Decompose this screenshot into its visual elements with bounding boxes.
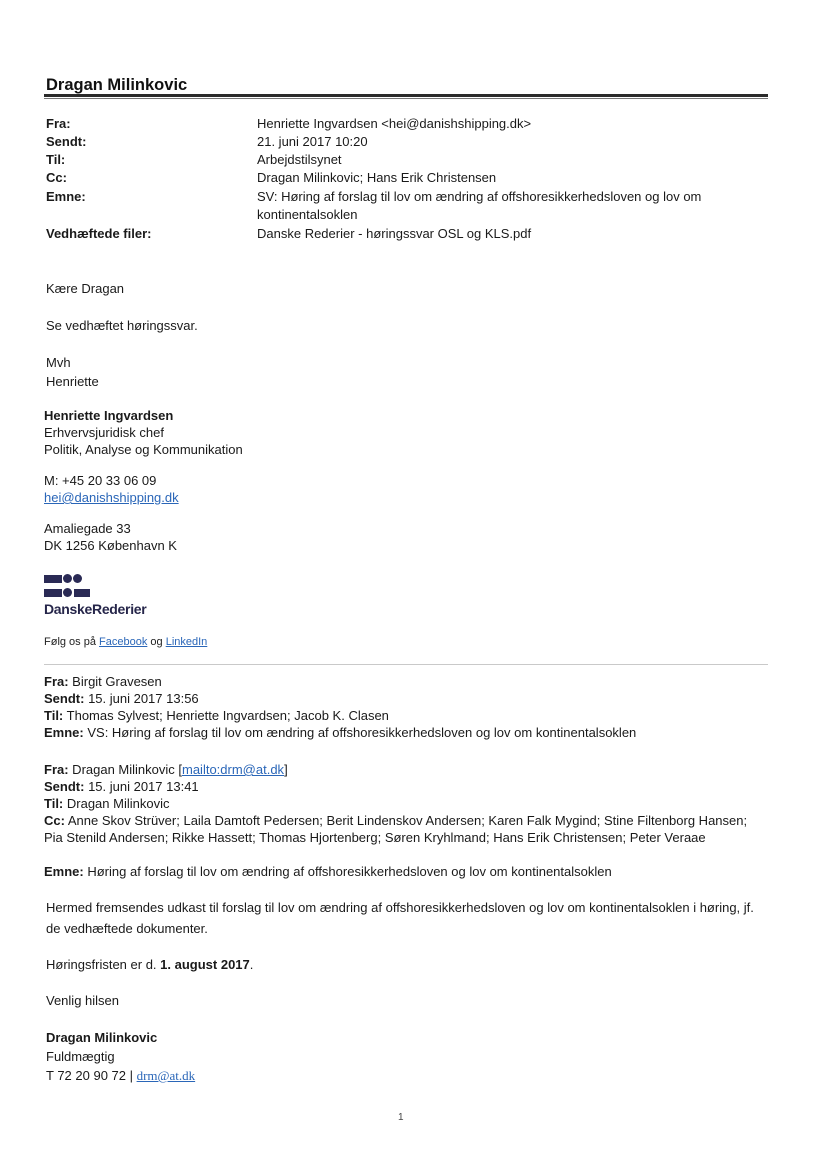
fwd2-cc-value: Anne Skov Strüver; Laila Damtoft Pedersen; Berit Lindenskov Andersen; Karen Falk Mygind; Stine Filtenborg Hansen; Pia Stenild Andersen; Rikke Hassett; Thomas Hjortenberg; Søren Kryhlmand; Hans Erik Christensen; Peter Veraae [44, 813, 748, 845]
deadline-line [46, 955, 253, 974]
fwd2-from-end: ] [284, 762, 288, 777]
page-title: Dragan Milinkovic [46, 76, 188, 94]
title-divider [44, 94, 768, 97]
signature-address2: DK 1256 København K [44, 538, 177, 553]
fwd2-subject-label: Emne: [44, 864, 84, 879]
deadline-prefix: Høringsfristen er d. [46, 957, 161, 972]
follow-prefix: Følg os på [44, 636, 100, 648]
sig2-name: Dragan Milinkovic [46, 1030, 158, 1045]
fwd1-to-value: Thomas Sylvest; Henriette Ingvardsen; Jacob K. Clasen [63, 708, 389, 723]
logo-bar-icon [44, 575, 62, 583]
from-label: Fra: [46, 116, 71, 131]
fwd1-to-label: Til: [44, 708, 64, 723]
fwd2-to [44, 795, 754, 812]
fwd1-from-value: Birgit Gravesen [68, 674, 162, 689]
logo-bar-icon [44, 589, 62, 597]
sig2-phone: T 72 20 90 72 | [46, 1068, 137, 1083]
sent-value: 21. juni 2017 10:20 [257, 134, 368, 149]
logo-dot-icon [63, 574, 72, 583]
fwd1-from [44, 673, 754, 690]
signature-dept: Politik, Analyse og Kommunikation [44, 442, 243, 457]
sig2-contact [46, 1066, 195, 1085]
fwd2-mailto-link[interactable]: mailto:drm@at.dk [182, 762, 285, 777]
attachment-file[interactable]: Danske Rederier - høringssvar OSL og KLS.pdf [257, 226, 532, 241]
facebook-link[interactable]: Facebook [99, 636, 148, 648]
signature-address1: Amaliegade 33 [44, 521, 131, 536]
deadline-suffix: . [249, 957, 254, 972]
fwd1-sent-value: 15. juni 2017 13:56 [84, 691, 199, 706]
deadline-date: 1. august 2017 [160, 957, 250, 972]
fwd1-from-label: Fra: [44, 674, 69, 689]
fwd2-sent-label: Sendt: [44, 779, 85, 794]
page-number: 1 [398, 1112, 404, 1123]
fwd2-cc [44, 812, 754, 846]
signature-email-link[interactable]: hei@danishshipping.dk [44, 490, 179, 505]
message-separator [44, 664, 768, 665]
closing-name: Henriette [46, 374, 99, 389]
fwd1-sent [44, 690, 754, 707]
cc-label: Cc: [46, 170, 67, 185]
fwd1-subject [44, 724, 754, 741]
company-logo-text: DanskeRederier [44, 601, 147, 617]
logo-bar-icon [74, 589, 90, 597]
follow-and: og [147, 636, 166, 648]
linkedin-link[interactable]: LinkedIn [165, 636, 208, 648]
fwd2-from-value: Dragan Milinkovic [ [68, 762, 182, 777]
regards: Venlig hilsen [46, 993, 119, 1008]
fwd1-subject-label: Emne: [44, 725, 84, 740]
fwd1-to [44, 707, 754, 724]
subject-value-line1: SV: Høring af forslag til lov om ændring af offshoresikkerhedsloven og lov om [257, 189, 702, 204]
greeting: Kære Dragan [46, 281, 125, 296]
signature-phone: M: +45 20 33 06 09 [44, 473, 157, 488]
follow-line [44, 636, 207, 648]
fwd1-sent-label: Sendt: [44, 691, 85, 706]
fwd2-to-value: Dragan Milinkovic [63, 796, 170, 811]
signature-role: Erhvervsjuridisk chef [44, 425, 164, 440]
company-logo-mark-row2 [44, 584, 90, 602]
fwd2-subject [44, 863, 754, 880]
fwd2-sent-value: 15. juni 2017 13:41 [84, 779, 199, 794]
from-value: Henriette Ingvardsen <hei@danishshipping.dk> [257, 116, 532, 131]
closing-mvh: Mvh [46, 355, 71, 370]
logo-dot-icon [63, 588, 72, 597]
sig2-title: Fuldmægtig [46, 1049, 115, 1064]
fwd2-from [44, 761, 754, 778]
sig2-email-link[interactable]: drm@at.dk [136, 1068, 196, 1083]
cc-value: Dragan Milinkovic; Hans Erik Christensen [257, 170, 497, 185]
subject-value-line2: kontinentalsoklen [257, 207, 358, 222]
fwd1-subject-value: VS: Høring af forslag til lov om ændring af offshoresikkerhedsloven og lov om kontinentalsoklen [83, 725, 637, 740]
sent-label: Sendt: [46, 134, 87, 149]
fwd2-sent [44, 778, 754, 795]
fwd2-to-label: Til: [44, 796, 64, 811]
fwd2-subject-value: Høring af forslag til lov om ændring af offshoresikkerhedsloven og lov om kontinentalsoklen [83, 864, 612, 879]
attachments-label: Vedhæftede filer: [46, 226, 152, 241]
signature-name: Henriette Ingvardsen [44, 408, 174, 423]
body-line: Se vedhæftet høringssvar. [46, 318, 198, 333]
subject-label: Emne: [46, 189, 86, 204]
body2-paragraph: Hermed fremsendes udkast til forslag til lov om ændring af offshoresikkerhedsloven og lov om kontinentalsoklen i høring, jf. de vedhæftede dokumenter. [46, 900, 754, 936]
title-divider-thin [44, 98, 768, 99]
fwd2-cc-label: Cc: [44, 813, 65, 828]
to-label: Til: [46, 152, 66, 167]
fwd2-from-label: Fra: [44, 762, 69, 777]
to-value: Arbejdstilsynet [257, 152, 342, 167]
logo-dot-icon [73, 574, 82, 583]
